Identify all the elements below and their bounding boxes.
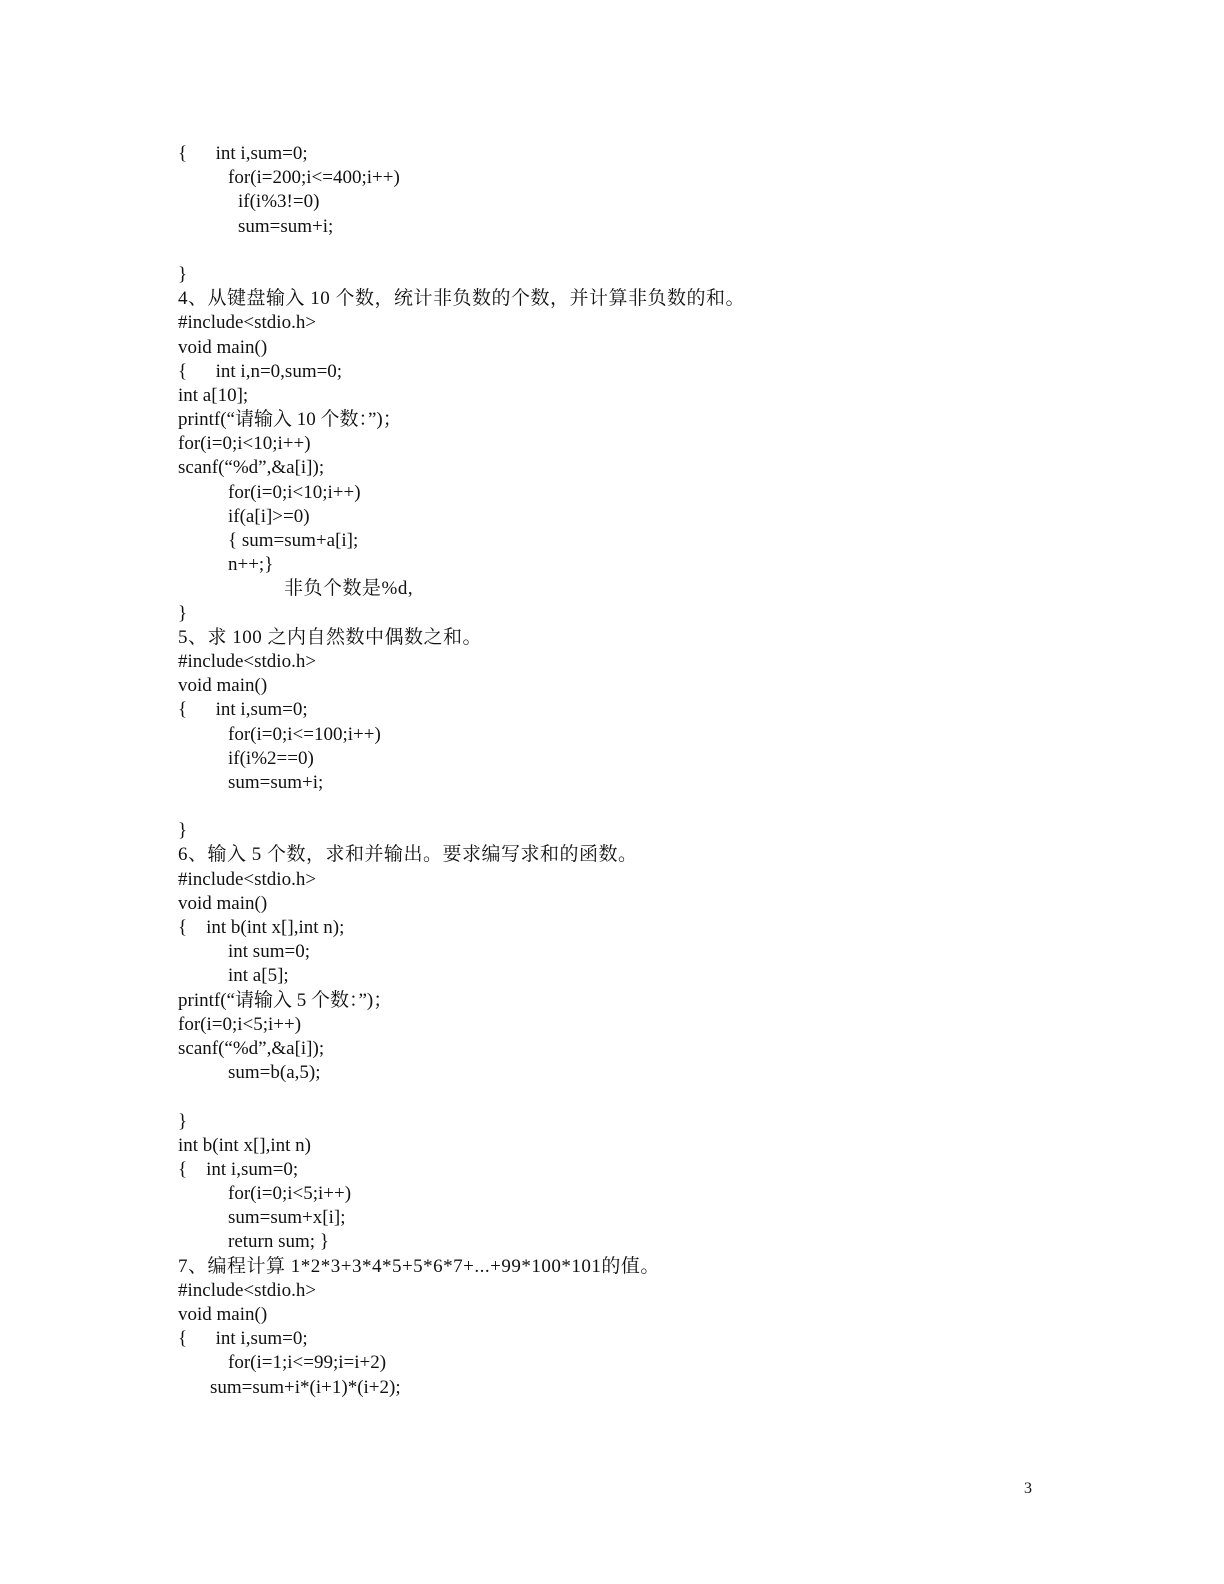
page-body [178,142,1078,1400]
code-line [178,795,1078,819]
code-line [178,239,1078,263]
question-heading: 7、编程计算 1*2*3+3*4*5+5*6*7+...+99*100*101的值。 [178,1255,660,1277]
code-line: sum=sum+i; [228,771,324,793]
code-line: { int i,sum=0; [178,1158,299,1180]
code-line: void main() [178,675,268,697]
code-line: void main() [178,892,268,914]
code-line: if(i%3!=0) [238,191,320,213]
code-line: for(i=0;i<5;i++) [178,1013,302,1035]
question-heading: 6、输入 5 个数，求和并输出。要求编写求和的函数。 [178,844,638,866]
question-heading: 4、从键盘输入 10 个数，统计非负数的个数，并计算非负数的和。 [178,288,746,310]
code-line: if(a[i]>=0) [228,505,310,527]
code-line: printf(“请输入 5 个数：”)； [178,989,393,1011]
code-line: sum=sum+x[i]; [228,1207,346,1229]
question-heading: 5、求 100 之内自然数中偶数之和。 [178,626,483,648]
code-line: sum=b(a,5); [228,1062,321,1084]
code-line: sum=sum+i; [238,215,334,237]
code-line: { int i,sum=0; [178,699,308,721]
code-line: void main() [178,1304,268,1325]
code-line: for(i=0;i<5;i++) [228,1183,352,1205]
code-line: { int i,sum=0; [178,1328,308,1350]
code-line: for(i=0;i<10;i++) [178,433,311,455]
code-line: #include<stdio.h> [178,312,317,334]
code-line: } [178,263,188,285]
code-line: for(i=0;i<10;i++) [228,481,361,503]
code-line: int b(int x[],int n) [178,1134,311,1156]
code-line: } [178,1110,188,1132]
code-line: int sum=0; [228,941,310,963]
code-line [178,1085,1078,1109]
code-line: #include<stdio.h> [178,868,317,890]
code-line: for(i=200;i<=400;i++) [228,167,400,189]
code-line: { int i,sum=0; [178,143,308,164]
code-line: #include<stdio.h> [178,650,317,672]
code-line: void main() [178,336,268,358]
code-line: } [178,602,188,624]
code-line: { sum=sum+a[i]; [228,530,359,551]
page-number: 3 [1024,1480,1032,1497]
code-line: if(i%2==0) [228,747,314,769]
code-line: return sum; } [228,1231,329,1253]
code-line: int a[10]; [178,384,249,406]
question-heading: 非负个数是%d, [284,578,414,600]
code-line: #include<stdio.h> [178,1279,317,1301]
code-line: } [178,820,188,842]
code-line: n++;} [228,554,274,576]
code-line: int a[5]; [228,965,289,987]
code-line: printf(“请输入 10 个数：”)； [178,409,402,431]
code-line: sum=sum+i*(i+1)*(i+2); [210,1376,401,1398]
code-line: scanf(“%d”,&a[i]); [178,457,325,479]
code-line: { int i,n=0,sum=0; [178,360,343,382]
code-line: scanf(“%d”,&a[i]); [178,1037,325,1059]
code-line: { int b(int x[],int n); [178,917,345,938]
code-line: for(i=0;i<=100;i++) [228,723,381,745]
code-line: for(i=1;i<=99;i=i+2) [228,1352,387,1374]
